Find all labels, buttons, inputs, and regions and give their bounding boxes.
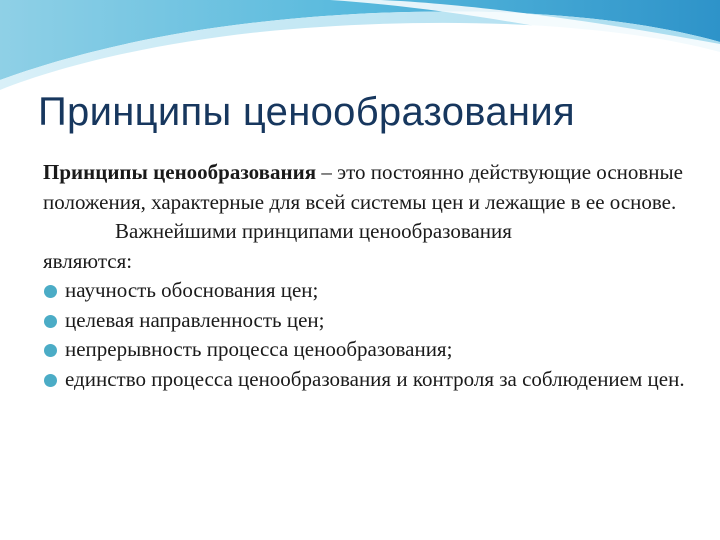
list-item bbox=[43, 365, 693, 395]
slide-body bbox=[43, 158, 693, 394]
list-item-text: научность обоснования цен; bbox=[65, 278, 319, 302]
intro-line-continuation: являются: bbox=[43, 248, 133, 273]
bullet-dot-icon bbox=[44, 285, 57, 298]
list-item bbox=[43, 276, 693, 306]
principles-list bbox=[43, 276, 693, 394]
list-item-text: целевая направленность цен; bbox=[65, 307, 325, 332]
header-wave-decoration bbox=[0, 0, 720, 90]
slide-title: Принципы ценообразования bbox=[38, 90, 575, 134]
definition-term: Принципы ценообразования bbox=[43, 160, 317, 184]
list-item-text: непрерывность процесса ценообразования; bbox=[65, 337, 453, 361]
list-item bbox=[43, 335, 693, 365]
bullet-dot-icon bbox=[44, 374, 57, 387]
bullet-dot-icon bbox=[44, 344, 57, 357]
bullet-dot-icon bbox=[44, 315, 57, 328]
definition-paragraph bbox=[43, 158, 693, 217]
definition-text: – это постоянно действующие основные положения, характерные для всей системы цен и лежащие в ее основе. bbox=[43, 160, 683, 214]
list-item bbox=[43, 306, 693, 336]
list-item-text: единство процесса ценообразования и контроля за соблюдением цен. bbox=[65, 366, 685, 391]
intro-line: Важнейшими принципами ценообразования bbox=[115, 219, 512, 243]
